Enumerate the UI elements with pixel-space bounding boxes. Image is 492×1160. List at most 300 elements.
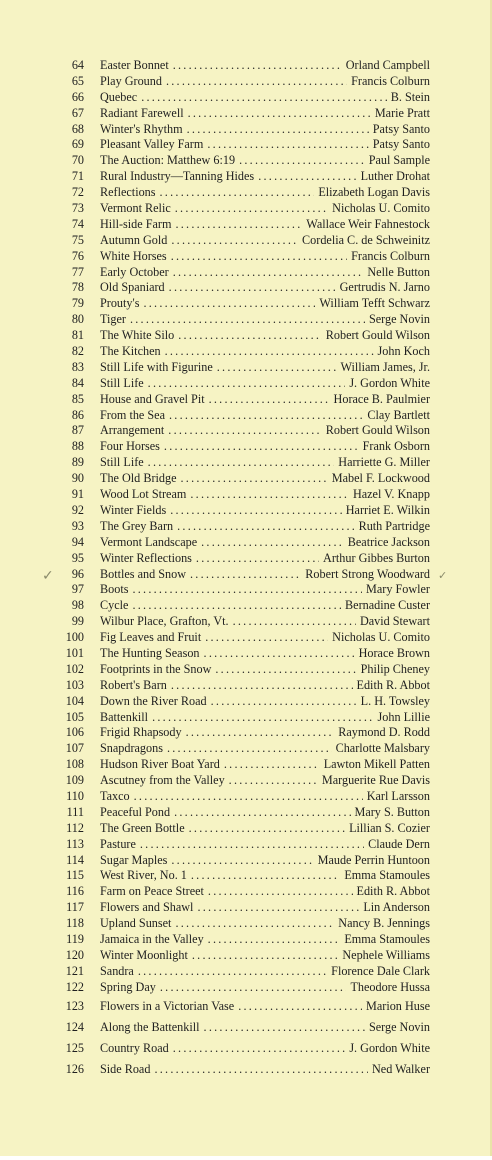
dot-leader xyxy=(130,312,365,328)
entry-title: Still Life xyxy=(100,455,144,470)
catalog-entry xyxy=(58,408,430,424)
entry-artist: John Koch xyxy=(377,344,430,359)
entry-artist: Serge Novin xyxy=(368,1019,430,1034)
catalog-entry xyxy=(58,964,430,980)
catalog-entry xyxy=(58,789,430,805)
catalog-entry xyxy=(58,916,430,932)
entry-title: Hill-side Farm xyxy=(100,216,172,231)
entry-number: 65 xyxy=(71,73,84,88)
entry-artist: Harriet E. Wilkin xyxy=(345,502,430,517)
dot-leader xyxy=(174,805,350,821)
catalog-entry xyxy=(58,519,430,535)
entry-artist: Horace Brown xyxy=(358,645,430,660)
catalog-entry xyxy=(58,217,430,233)
entry-artist: Harriette G. Miller xyxy=(338,455,430,470)
entry-artist: William Tefft Schwarz xyxy=(319,296,430,311)
catalog-entry xyxy=(58,757,430,773)
dot-leader xyxy=(175,217,302,233)
entry-artist: John Lillie xyxy=(377,709,430,724)
catalog-entry xyxy=(58,344,430,360)
entry-artist: Emma Stamoules xyxy=(344,931,430,946)
entry-artist: David Stewart xyxy=(359,614,430,629)
entry-title: Vermont Relic xyxy=(100,201,171,216)
entry-artist: Hazel V. Knapp xyxy=(352,487,430,502)
dot-leader xyxy=(188,106,371,122)
entry-number: 89 xyxy=(71,455,84,470)
dot-leader xyxy=(173,1038,346,1059)
entry-number: 75 xyxy=(71,232,84,247)
entry-number: 108 xyxy=(65,757,84,772)
catalog-entry xyxy=(58,455,430,471)
dot-leader xyxy=(215,662,356,678)
entry-number: 69 xyxy=(71,137,84,152)
entry-number: 120 xyxy=(65,947,84,962)
catalog-entry xyxy=(58,360,430,376)
entry-number: 86 xyxy=(71,407,84,422)
entry-number: 110 xyxy=(66,788,84,803)
entry-title: Robert's Barn xyxy=(100,677,167,692)
catalog-entry xyxy=(58,662,430,678)
dot-leader xyxy=(186,725,335,741)
entry-title: The Green Bottle xyxy=(100,820,185,835)
entry-title: Footprints in the Snow xyxy=(100,661,212,676)
entry-artist: Robert Strong Woodward xyxy=(305,566,430,581)
catalog-entry xyxy=(58,169,430,185)
entry-number: 126 xyxy=(65,1061,84,1076)
entry-number: 97 xyxy=(71,582,84,597)
entry-title: From the Sea xyxy=(100,407,165,422)
entry-title: Pasture xyxy=(100,836,136,851)
entry-title: Reflections xyxy=(100,185,156,200)
catalog-entry xyxy=(58,265,430,281)
entry-artist: Mary S. Button xyxy=(354,804,430,819)
catalog-entry xyxy=(58,122,430,138)
entry-number: 80 xyxy=(71,312,84,327)
dot-leader xyxy=(207,137,368,153)
dot-leader xyxy=(171,249,347,265)
dot-leader xyxy=(181,471,328,487)
entry-artist: Philip Cheney xyxy=(360,661,430,676)
entry-title: Vermont Landscape xyxy=(100,534,198,549)
dot-leader xyxy=(239,153,365,169)
catalog-entry xyxy=(58,328,430,344)
dot-leader xyxy=(171,678,353,694)
catalog-entry xyxy=(58,233,430,249)
dot-leader xyxy=(170,503,342,519)
entry-artist: Gertrudis N. Jarno xyxy=(339,280,430,295)
entry-artist: Patsy Santo xyxy=(372,137,430,152)
catalog-entry xyxy=(58,535,430,551)
entry-number: 94 xyxy=(71,534,84,549)
catalog-entry xyxy=(58,106,430,122)
dot-leader xyxy=(178,328,322,344)
dot-leader xyxy=(140,837,364,853)
catalog-entry xyxy=(58,503,430,519)
catalog-entry xyxy=(58,392,430,408)
entry-artist: Charlotte Malsbary xyxy=(335,741,430,756)
entry-artist: B. Stein xyxy=(390,89,430,104)
entry-title: Wood Lot Stream xyxy=(100,487,187,502)
dot-leader xyxy=(208,884,353,900)
entry-number: 72 xyxy=(71,185,84,200)
entry-title: Boots xyxy=(100,582,129,597)
entry-title: Snapdragons xyxy=(100,741,163,756)
entry-title: Spring Day xyxy=(100,979,156,994)
entry-title: Old Spaniard xyxy=(100,280,165,295)
dot-leader xyxy=(238,996,362,1017)
entry-number: 117 xyxy=(66,900,84,915)
catalog-entry xyxy=(58,280,430,296)
entry-title: Quebec xyxy=(100,89,138,104)
catalog-entry xyxy=(58,58,430,74)
dot-leader xyxy=(192,948,339,964)
entry-artist: Karl Larsson xyxy=(366,788,430,803)
dot-leader xyxy=(148,376,346,392)
entry-number: 122 xyxy=(65,979,84,994)
entry-number: 121 xyxy=(65,963,84,978)
entry-number: 99 xyxy=(71,614,84,629)
entry-artist: Luther Drohat xyxy=(360,169,430,184)
catalog-entry xyxy=(58,996,430,1017)
catalog-entry xyxy=(58,598,430,614)
dot-leader xyxy=(169,408,363,424)
entry-artist: Mary Fowler xyxy=(366,582,430,597)
catalog-entry xyxy=(58,948,430,964)
dot-leader xyxy=(190,567,301,583)
entry-artist: Edith R. Abbot xyxy=(356,884,430,899)
entry-artist: Nancy B. Jennings xyxy=(338,916,430,931)
dot-leader xyxy=(224,757,320,773)
entry-number: 91 xyxy=(71,487,84,502)
dot-leader xyxy=(168,423,321,439)
dot-leader xyxy=(205,630,328,646)
dot-leader xyxy=(173,58,342,74)
entry-number: 109 xyxy=(65,773,84,788)
entry-artist: Cordelia C. de Schweinitz xyxy=(302,232,430,247)
entry-number: 102 xyxy=(65,661,84,676)
entry-artist: Robert Gould Wilson xyxy=(325,423,430,438)
entry-number: 66 xyxy=(71,89,84,104)
entry-artist: J. Gordon White xyxy=(349,375,430,390)
entry-artist: Mabel F. Lockwood xyxy=(331,471,430,486)
catalog-entry xyxy=(58,837,430,853)
entry-title: Early October xyxy=(100,264,169,279)
entry-title: Frigid Rhapsody xyxy=(100,725,182,740)
entry-number: 87 xyxy=(71,423,84,438)
entry-title: Along the Battenkill xyxy=(100,1019,200,1034)
entry-title: Sandra xyxy=(100,963,134,978)
entry-artist: Emma Stamoules xyxy=(344,868,430,883)
entry-number: 85 xyxy=(71,391,84,406)
entry-title: The Auction: Matthew 6:19 xyxy=(100,153,236,168)
entry-number: 79 xyxy=(71,296,84,311)
entry-title: Autumn Gold xyxy=(100,232,168,247)
dot-leader xyxy=(160,185,315,201)
entry-artist: Orland Campbell xyxy=(345,58,430,72)
entry-number: 83 xyxy=(71,359,84,374)
entry-number: 115 xyxy=(66,868,84,883)
entry-title: Farm on Peace Street xyxy=(100,884,204,899)
dot-leader xyxy=(204,646,355,662)
entry-title: West River, No. 1 xyxy=(100,868,187,883)
entry-number: 105 xyxy=(65,709,84,724)
entry-title: The Grey Barn xyxy=(100,518,174,533)
entry-title: Flowers in a Victorian Vase xyxy=(100,998,235,1013)
entry-title: House and Gravel Pit xyxy=(100,391,205,406)
entry-title: The White Silo xyxy=(100,328,175,343)
catalog-entry xyxy=(58,725,430,741)
entry-number: 125 xyxy=(65,1040,84,1055)
catalog-entry xyxy=(58,201,430,217)
entry-artist: Bernadine Custer xyxy=(345,598,430,613)
entry-artist: Nelle Button xyxy=(367,264,430,279)
entry-number: 92 xyxy=(71,502,84,517)
entry-title: Four Horses xyxy=(100,439,160,454)
catalog-entry xyxy=(58,471,430,487)
dot-leader xyxy=(201,535,344,551)
entry-title: Still Life xyxy=(100,375,144,390)
dot-leader xyxy=(233,614,356,630)
entry-artist: William James, Jr. xyxy=(340,359,430,374)
catalog-entry xyxy=(58,567,430,583)
entry-number: 113 xyxy=(66,836,84,851)
dot-leader xyxy=(132,582,362,598)
entry-number: 90 xyxy=(71,471,84,486)
catalog-entry xyxy=(58,805,430,821)
entry-artist: Horace B. Paulmier xyxy=(333,391,430,406)
entry-number: 74 xyxy=(71,216,84,231)
entry-artist: Claude Dern xyxy=(368,836,430,851)
entry-number: 93 xyxy=(71,518,84,533)
entry-artist: Marie Pratt xyxy=(374,105,430,120)
entry-artist: Lawton Mikell Patten xyxy=(323,757,430,772)
dot-leader xyxy=(143,296,315,312)
dot-leader xyxy=(132,598,341,614)
catalog-entry xyxy=(58,741,430,757)
entry-number: 116 xyxy=(66,884,84,899)
catalog-entry xyxy=(58,90,430,106)
entry-artist: Nicholas U. Comito xyxy=(332,630,430,645)
catalog-entry xyxy=(58,312,430,328)
entry-artist: Maude Perrin Huntoon xyxy=(317,852,430,867)
entry-title: Winter Fields xyxy=(100,502,167,517)
catalog-entry xyxy=(58,900,430,916)
entry-number: 68 xyxy=(71,121,84,136)
entry-number: 81 xyxy=(71,328,84,343)
dot-leader xyxy=(191,868,340,884)
entry-number: 98 xyxy=(71,598,84,613)
entry-title: Winter Reflections xyxy=(100,550,192,565)
entry-title: Radiant Farewell xyxy=(100,105,184,120)
dot-leader xyxy=(190,487,349,503)
entry-number: 95 xyxy=(71,550,84,565)
entry-title: Pleasant Valley Farm xyxy=(100,137,204,152)
entry-artist: Nephele Williams xyxy=(342,947,430,962)
entry-number: 106 xyxy=(65,725,84,740)
entry-number: 112 xyxy=(66,820,84,835)
entry-number: 70 xyxy=(71,153,84,168)
entry-title: Battenkill xyxy=(100,709,149,724)
catalog-entry xyxy=(58,423,430,439)
dot-leader xyxy=(138,964,327,980)
entry-number: 71 xyxy=(71,169,84,184)
catalog-entry xyxy=(58,853,430,869)
dot-leader xyxy=(258,169,356,185)
entry-title: Still Life with Figurine xyxy=(100,359,213,374)
dot-leader xyxy=(171,853,313,869)
dot-leader xyxy=(141,90,387,106)
entry-number: 96 xyxy=(71,566,84,581)
entry-title: Hudson River Boat Yard xyxy=(100,757,220,772)
entry-number: 77 xyxy=(71,264,84,279)
entry-title: Jamaica in the Valley xyxy=(100,931,204,946)
catalog-entry xyxy=(58,487,430,503)
entry-artist: Robert Gould Wilson xyxy=(325,328,430,343)
entry-title: Winter Moonlight xyxy=(100,947,188,962)
entry-artist: Francis Colburn xyxy=(351,248,430,263)
entry-number: 111 xyxy=(66,804,84,819)
dot-leader xyxy=(187,122,369,138)
entry-number: 101 xyxy=(65,645,84,660)
entry-title: The Kitchen xyxy=(100,344,161,359)
catalog-entry xyxy=(58,710,430,726)
entry-artist: Beatrice Jackson xyxy=(347,534,430,549)
catalog-entry xyxy=(58,376,430,392)
entry-artist: Marguerite Rue Davis xyxy=(321,773,430,788)
entry-title: Country Road xyxy=(100,1040,169,1055)
dot-leader xyxy=(175,916,334,932)
catalog-entry xyxy=(58,1017,430,1038)
entry-artist: J. Gordon White xyxy=(349,1040,430,1055)
catalog-entry xyxy=(58,551,430,567)
catalog-entry xyxy=(58,868,430,884)
dot-leader xyxy=(171,233,298,249)
entry-artist: Francis Colburn xyxy=(351,73,430,88)
entry-number: 123 xyxy=(65,998,84,1013)
dot-leader xyxy=(173,265,364,281)
dot-leader xyxy=(166,74,347,90)
catalog-entry xyxy=(58,678,430,694)
entry-title: Side Road xyxy=(100,1061,151,1076)
entry-artist: Florence Dale Clark xyxy=(331,963,430,978)
entry-artist: Arthur Gibbes Burton xyxy=(323,550,430,565)
entry-title: Arrangement xyxy=(100,423,165,438)
entry-number: 88 xyxy=(71,439,84,454)
catalog-entry xyxy=(58,137,430,153)
dot-leader xyxy=(167,741,332,757)
entry-title: Cycle xyxy=(100,598,129,613)
catalog-entry xyxy=(58,773,430,789)
entry-number: 67 xyxy=(71,105,84,120)
entry-artist: Raymond D. Rodd xyxy=(338,725,430,740)
entry-number: 64 xyxy=(71,58,84,72)
entry-artist: Ned Walker xyxy=(371,1061,430,1076)
entry-artist: Serge Novin xyxy=(368,312,430,327)
entry-title: Tiger xyxy=(100,312,126,327)
entry-number: 84 xyxy=(71,375,84,390)
entry-title: Bottles and Snow xyxy=(100,566,186,581)
entry-number: 118 xyxy=(66,916,84,931)
entry-number: 82 xyxy=(71,344,84,359)
entry-artist: Frank Osborn xyxy=(362,439,430,454)
entry-artist: Clay Bartlett xyxy=(367,407,430,422)
catalog-entry xyxy=(58,884,430,900)
entry-title: Winter's Rhythm xyxy=(100,121,183,136)
catalog-entry xyxy=(58,980,430,996)
catalog-entry xyxy=(58,153,430,169)
catalog-list xyxy=(58,58,430,1080)
dot-leader xyxy=(164,439,359,455)
entry-number: 103 xyxy=(65,677,84,692)
entry-title: Rural Industry—Tanning Hides xyxy=(100,169,255,184)
catalog-entry xyxy=(58,582,430,598)
entry-artist: Lin Anderson xyxy=(363,900,430,915)
entry-artist: Ruth Partridge xyxy=(358,518,430,533)
entry-number: 104 xyxy=(65,693,84,708)
dot-leader xyxy=(177,519,354,535)
dot-leader xyxy=(208,932,341,948)
entry-number: 114 xyxy=(66,852,84,867)
entry-title: The Hunting Season xyxy=(100,645,200,660)
dot-leader xyxy=(160,980,347,996)
dot-leader xyxy=(134,789,363,805)
dot-leader xyxy=(209,392,330,408)
catalog-entry xyxy=(58,439,430,455)
dot-leader xyxy=(165,344,374,360)
entry-title: Wilbur Place, Grafton, Vt. xyxy=(100,614,229,629)
entry-artist: Patsy Santo xyxy=(372,121,430,136)
entry-title: Down the River Road xyxy=(100,693,207,708)
entry-number: 78 xyxy=(71,280,84,295)
entry-number: 73 xyxy=(71,201,84,216)
catalog-entry xyxy=(58,821,430,837)
entry-title: Sugar Maples xyxy=(100,852,168,867)
entry-title: Flowers and Shawl xyxy=(100,900,194,915)
entry-title: White Horses xyxy=(100,248,167,263)
entry-number: 107 xyxy=(65,741,84,756)
dot-leader xyxy=(154,1059,368,1080)
catalog-entry xyxy=(58,614,430,630)
entry-title: Play Ground xyxy=(100,73,162,88)
entry-artist: Edith R. Abbot xyxy=(356,677,430,692)
dot-leader xyxy=(217,360,337,376)
entry-title: Ascutney from the Valley xyxy=(100,773,225,788)
entry-number: 124 xyxy=(65,1019,84,1034)
entry-artist: Nicholas U. Comito xyxy=(332,201,430,216)
catalog-entry xyxy=(58,932,430,948)
catalog-entry xyxy=(58,1059,430,1080)
dot-leader xyxy=(189,821,345,837)
left-check-mark: ✓ xyxy=(42,568,54,584)
entry-artist: Theodore Hussa xyxy=(350,979,430,994)
entry-title: Peaceful Pond xyxy=(100,804,171,819)
entry-number: 100 xyxy=(65,630,84,645)
dot-leader xyxy=(229,773,318,789)
entry-title: The Old Bridge xyxy=(100,471,177,486)
dot-leader xyxy=(196,551,319,567)
dot-leader xyxy=(148,455,335,471)
dot-leader xyxy=(211,694,357,710)
entry-title: Taxco xyxy=(100,788,130,803)
catalog-entry xyxy=(58,630,430,646)
entry-artist: Elizabeth Logan Davis xyxy=(318,185,430,200)
entry-title: Easter Bonnet xyxy=(100,58,169,72)
catalog-entry xyxy=(58,646,430,662)
dot-leader xyxy=(175,201,328,217)
entry-title: Fig Leaves and Fruit xyxy=(100,630,202,645)
catalog-entry xyxy=(58,74,430,90)
entry-number: 119 xyxy=(66,931,84,946)
